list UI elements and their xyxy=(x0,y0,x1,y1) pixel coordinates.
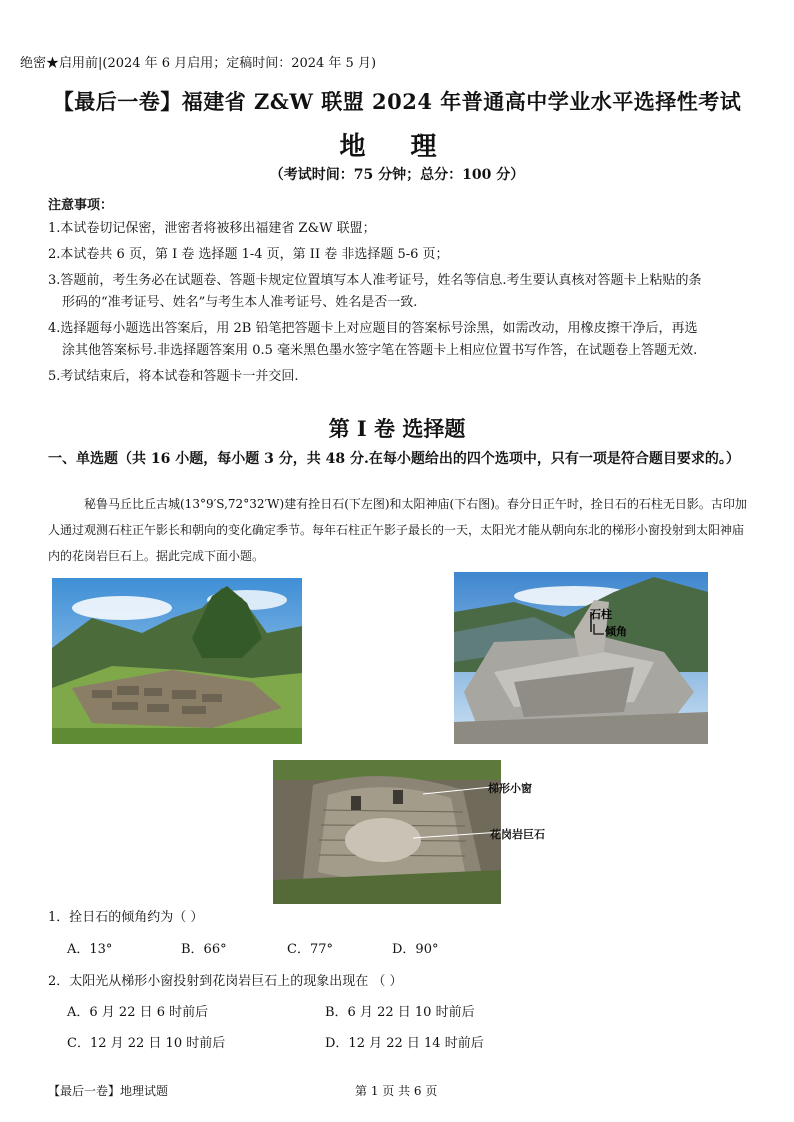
confidential-note: 绝密★启用前|(2024 年 6 月启用；定稿时间：2024 年 5 月) xyxy=(20,56,377,71)
notice-item: 5.考试结束后，将本试卷和答题卡一并交回. xyxy=(48,369,299,384)
notice-heading: 注意事项： xyxy=(48,198,114,213)
question-2: 2．太阳光从梯形小窗投射到花岗岩巨石上的现象出现在 （ ） xyxy=(48,974,403,989)
window-label: 梯形小窗 xyxy=(488,782,532,795)
tilt-label: 倾角 xyxy=(605,625,627,638)
notice-item: 1.本试卷切记保密，泄密者将被移出福建省 Z&W 联盟； xyxy=(48,221,376,236)
q2-option-c: C．12 月 22 日 10 时前后 xyxy=(67,1036,226,1051)
question-type-heading: 一、单选题（共 16 小题，每小题 3 分，共 48 分.在每小题给出的四个选项中，只有一项是符合题目要求的。） xyxy=(48,451,740,467)
q1-option-a: A．13° xyxy=(67,942,113,957)
notice-item: 4.选择题每小题选出答案后，用 2B 铅笔把答题卡上对应题目的答案标号涂黑，如需改动，用橡皮擦干净后，再选 xyxy=(48,321,698,336)
temple-of-sun-photo xyxy=(273,760,501,904)
pillar-label: 石柱 xyxy=(590,608,612,621)
intihuatana-stone-photo xyxy=(454,572,708,744)
subject-title: 地 理 xyxy=(339,132,455,162)
section-title: 第 I 卷 选择题 xyxy=(328,416,466,441)
question-stem: 秘鲁马丘比丘古城(13°9′S,72°32′W)建有拴日石(下左图)和太阳神庙(下右图)。春分日正午时，拴日石的石柱无日影。古印加人通过观测石柱正午影长和朝向的变化确定季节。每年石柱正午影子最长的一天，太阳光才能从朝向东北的梯形小窗投射到太阳神庙内的花岗岩巨石上。据此完成下面小题。 xyxy=(48,497,747,563)
page-number: 第 1 页 共 6 页 xyxy=(355,1084,438,1098)
notice-item: 3.答题前，考生务必在试题卷、答题卡规定位置填写本人准考证号，姓名等信息.考生要认真核对答题卡上粘贴的条 xyxy=(48,273,702,288)
notice-item-continued: 形码的“准考证号、姓名”与考生本人准考证号、姓名是否一致. xyxy=(62,295,418,310)
q1-option-c: C．77° xyxy=(287,942,333,957)
q1-option-d: D．90° xyxy=(392,942,439,957)
question-1: 1．拴日石的倾角约为（ ） xyxy=(48,910,204,925)
q2-option-d: D．12 月 22 日 14 时前后 xyxy=(325,1036,484,1051)
machu-picchu-photo xyxy=(52,578,302,744)
q2-option-a: A．6 月 22 日 6 时前后 xyxy=(67,1005,209,1020)
q2-option-b: B．6 月 22 日 10 时前后 xyxy=(325,1005,475,1020)
exam-title: 【最后一卷】福建省 Z&W 联盟 2024 年普通高中学业水平选择性考试 xyxy=(52,89,742,114)
footer-title: 【最后一卷】地理试题 xyxy=(48,1084,169,1098)
notice-item-continued: 涂其他答案标号.非选择题答案用 0.5 毫米黑色墨水签字笔在答题卡上相应位置书写作答，在试题卷上答题无效. xyxy=(62,343,698,358)
notice-list xyxy=(48,218,748,388)
notice-item: 2.本试卷共 6 页，第 I 卷 选择题 1-4 页，第 II 卷 非选择题 5-6 页； xyxy=(48,247,449,262)
exam-info: （考试时间：75 分钟；总分：100 分） xyxy=(269,167,525,183)
granite-label: 花岗岩巨石 xyxy=(490,828,545,841)
q1-option-b: B．66° xyxy=(181,942,227,957)
